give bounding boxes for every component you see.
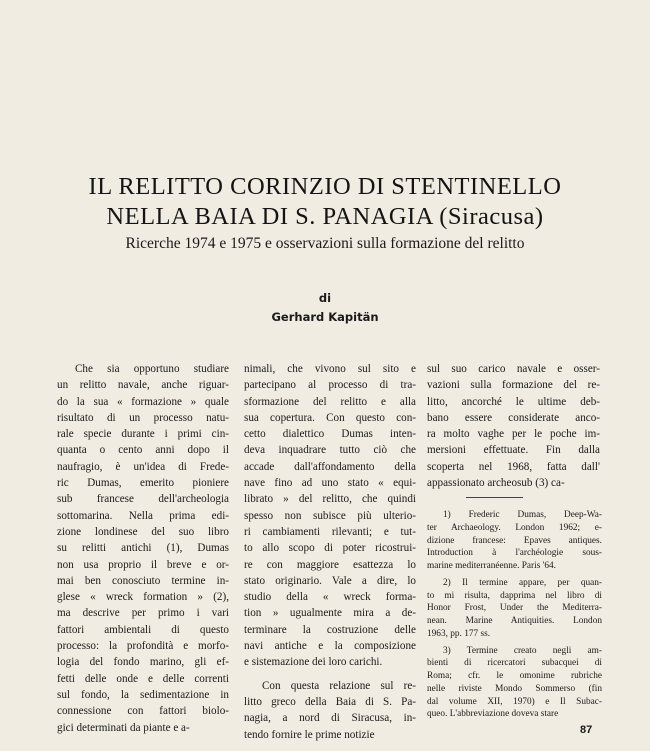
text-line: logia del fondo marino, gli ef- (57, 656, 229, 669)
text-line: do la sua « formazione » quale (57, 395, 229, 408)
footnote-line: Introduction à l'archéologie sous- (427, 548, 602, 559)
footnote-divider (466, 497, 523, 498)
text-line: litto, ancorché le ultime deb- (427, 395, 600, 408)
text-column-1 (57, 361, 229, 736)
text-line: to allo scopo di poter ricostrui- (244, 542, 416, 555)
text-line: connessione con fattori biolo- (57, 705, 229, 718)
text-line: processo: la profondità e morfo- (57, 640, 229, 653)
footnote-line: dal volume XII, 1970) e Il Subac- (427, 696, 602, 707)
text-line: nagia, a nord di Siracusa, in- (244, 712, 416, 725)
text-line: naufragio, è un'idea di Frede- (57, 460, 229, 473)
text-line: risultato di un processo natu- (57, 411, 229, 424)
text-line: non usa proprio il breve e or- (57, 558, 229, 571)
footnote-line: to mi risulta, dapprima nel libro di (427, 590, 602, 601)
footnote-line: marine mediterranéenne. Paris '64. (427, 561, 556, 571)
text-line: un relitto navale, anche riguar- (57, 379, 229, 392)
text-line: fetti delle onde e delle correnti (57, 672, 229, 685)
byline (0, 289, 650, 327)
text-line: fattori ambientali di questo (57, 623, 229, 636)
text-line: litto greco della Baia di S. Pa- (244, 695, 416, 708)
text-line: appassionato archeosub (3) ca- (427, 477, 565, 490)
text-line: studio della « wreck forma- (244, 591, 416, 604)
text-line: Che sia opportuno studiare (75, 363, 229, 375)
text-line: sub francese dell'archeologia (57, 493, 229, 506)
article-title-line-2-place: (Siracusa) (439, 203, 544, 230)
author-name: Gerhard Kapitän (271, 310, 379, 324)
text-line: rale specie durante i primi cin- (57, 428, 229, 441)
text-line: navi antiche e la composizione (244, 640, 416, 653)
footnote-1 (427, 509, 602, 573)
text-line: quanta o cento anni dopo il (57, 444, 229, 457)
page-number: 87 (580, 724, 593, 736)
text-line: deva inquadrare tutto ciò che (244, 444, 416, 457)
text-line: terminare la costruzione delle (244, 623, 416, 636)
footnote-line: bienti di ricercatori subacquei di (427, 658, 602, 669)
footnote-2 (427, 577, 602, 641)
text-line: sformazione del relitto e alla (244, 395, 416, 408)
text-line: nimali, che vivono sul sito e (244, 363, 416, 375)
footnote-line: 1) Frederic Dumas, Deep-Wa- (443, 510, 602, 520)
article-subtitle: Ricerche 1974 e 1975 e osservazioni sulla formazione del relitto (125, 235, 525, 252)
footnote-line: ter Archaeology. London 1962; e- (427, 522, 602, 533)
text-line: stato originario. Vale a dire, lo (244, 574, 416, 587)
text-line: sottomarina. Nella prima edi- (57, 509, 229, 522)
text-line: spesso non subisce più ulterio- (244, 509, 416, 522)
text-line: zione londinese del suo libro (57, 525, 229, 538)
footnote-line: nean. Marine Antiquities. London (427, 616, 602, 626)
text-line: sul fondo, la sedimentazione in (57, 688, 229, 701)
footnote-line: queo. L'abbreviazione doveva stare (427, 709, 559, 720)
text-line: su relitti antichi (1), Dumas (57, 542, 229, 555)
text-line: ric Dumas, emerito pioniere (57, 477, 229, 490)
text-line: ma descrive per primo i vari (57, 607, 229, 620)
footnote-line: 3) Termine creato negli am- (443, 645, 602, 656)
text-line: Con questa relazione sul re- (262, 679, 416, 692)
text-line: librato » del relitto, che quindi (244, 493, 416, 506)
text-line: tion » ugualmente mira a de- (244, 607, 416, 620)
article-title-block (0, 172, 650, 255)
text-line: nave fino ad uno stato « equi- (244, 477, 416, 490)
footnote-line: 1963, pp. 177 ss. (427, 628, 491, 639)
byline-di: di (318, 291, 332, 305)
footnote-line: Roma; cfr. le omonime rubriche (427, 671, 602, 681)
footnote-line: nelle riviste Mondo Sommerso (fin (427, 683, 602, 694)
footnotes (427, 509, 602, 725)
footnote-line: Honor Frost, Under the Mediterra- (427, 603, 602, 614)
text-line: accade dall'affondamento della (244, 460, 416, 473)
article-title-line-2 (0, 202, 650, 232)
text-line: cetto dialettico Dumas inten- (244, 428, 416, 441)
article-title-line-2-main: NELLA BAIA DI S. PANAGIA (106, 203, 433, 230)
text-line: ra molto vaghe per le poche im- (427, 428, 600, 441)
text-line: scoperta nel 1968, fatta dall' (427, 460, 600, 473)
footnote-line: 2) Il termine appare, per quan- (443, 577, 602, 588)
text-line: tendo fornire le prime notizie (244, 728, 375, 741)
text-line: partecipano al processo di tra- (244, 379, 416, 392)
footnote-3 (427, 645, 602, 722)
text-column-2 (244, 361, 416, 743)
article-title-line-1: IL RELITTO CORINZIO DI STENTINELLO (88, 173, 562, 200)
text-line: bano essere considerate anco- (427, 411, 600, 424)
text-line: ri cambiamenti rilevanti; e tut- (244, 525, 416, 538)
text-line: glese « wreck formation » (2), (57, 591, 229, 604)
text-line: mersioni effettuate. Fin dalla (427, 444, 600, 457)
text-line: re con maggiore esattezza lo (244, 558, 416, 571)
text-line: sul suo carico navale e osser- (427, 363, 600, 375)
text-line: gici determinati da piante e a- (57, 721, 190, 734)
text-line: e sistemazione dei loro carichi. (244, 656, 383, 669)
text-line: vazioni sulla formazione del re- (427, 379, 600, 392)
text-column-3 (427, 361, 600, 491)
text-line: sua copertura. Con questo con- (244, 411, 416, 424)
text-line: mai ben conosciuto termine in- (57, 574, 229, 587)
footnote-line: dizione francese: Epaves antiques. (427, 535, 602, 546)
